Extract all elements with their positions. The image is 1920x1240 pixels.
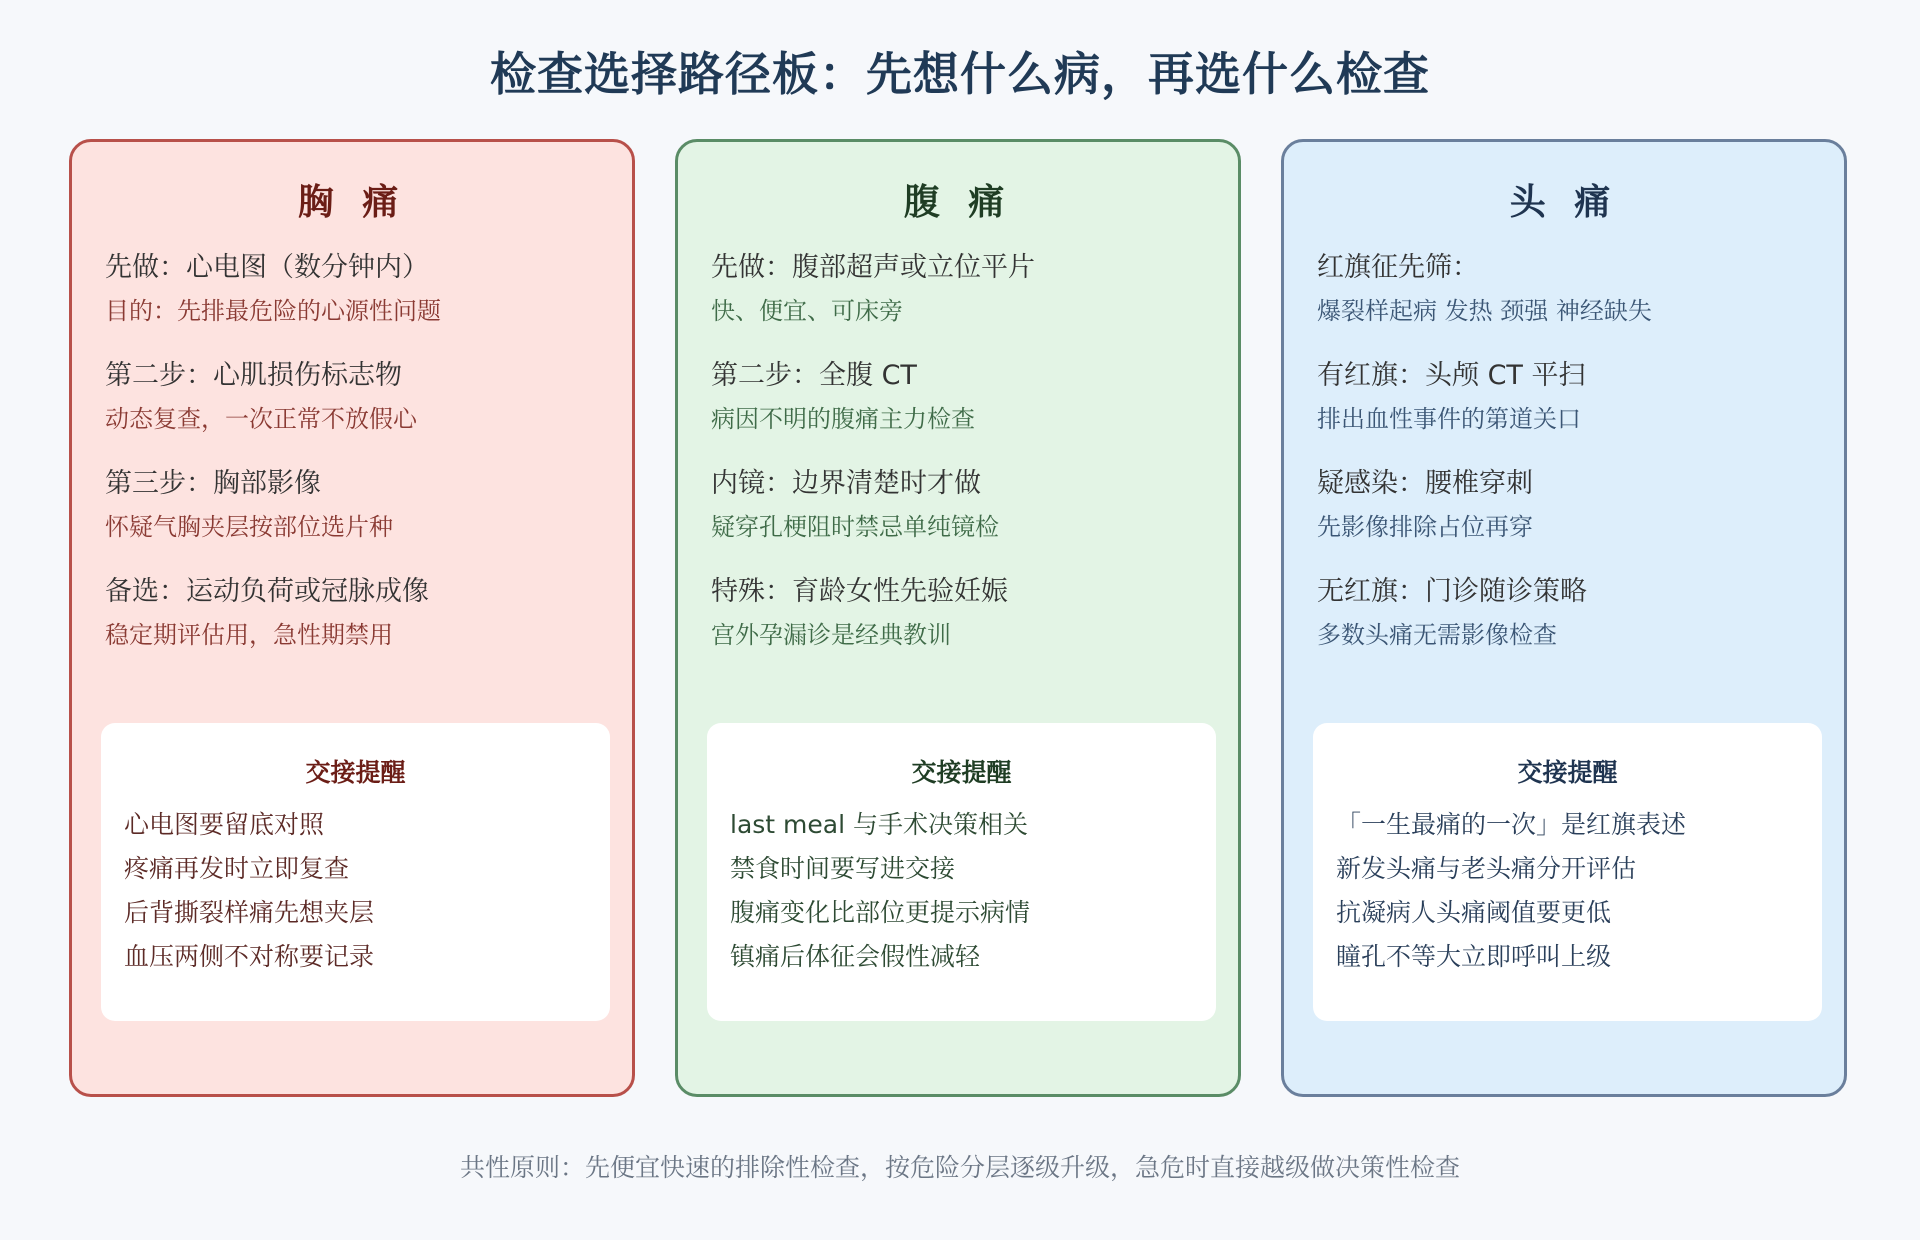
step-main-text: 先做：腹部超声或立位平片	[711, 252, 1035, 283]
step-item	[1317, 358, 1824, 466]
panel-title: 头 痛	[1509, 182, 1619, 223]
step-item	[711, 250, 1218, 358]
step-main-text: 第三步：胸部影像	[105, 468, 321, 499]
step-sub-text: 动态复查，一次正常不放假心	[105, 405, 417, 433]
handover-item: 新发头痛与老头痛分开评估	[1336, 854, 1637, 883]
step-sub-text: 疑穿孔梗阻时禁忌单纯镜检	[711, 513, 999, 541]
step-item	[711, 358, 1218, 466]
step-sub-text: 稳定期评估用，急性期禁用	[105, 621, 393, 649]
step-main-text: 无红旗：门诊随诊策略	[1317, 576, 1587, 607]
handover-title: 交接提醒	[1517, 758, 1618, 787]
step-item	[1317, 250, 1824, 358]
step-sub-text: 多数头痛无需影像检查	[1317, 621, 1557, 649]
step-sub-text: 怀疑气胸夹层按部位选片种	[105, 513, 393, 541]
footer-principle: 共性原则：先便宜快速的排除性检查，按危险分层逐级升级，急危时直接越级做决策性检查	[459, 1153, 1460, 1182]
panel-chest-pain	[69, 139, 635, 1097]
step-main-text: 有红旗：头颅 CT 平扫	[1317, 360, 1586, 391]
panel-headache	[1281, 139, 1847, 1097]
handover-item: 心电图要留底对照	[124, 810, 325, 839]
handover-item: 镇痛后体征会假性减轻	[730, 942, 981, 971]
step-sub-text: 爆裂样起病 发热 颈强 神经缺失	[1317, 297, 1652, 325]
step-list	[711, 250, 1218, 682]
handover-item: 瞳孔不等大立即呼叫上级	[1336, 942, 1612, 971]
handover-item: 「一生最痛的一次」是红旗表述	[1336, 810, 1687, 839]
step-item	[105, 250, 612, 358]
handover-list	[730, 803, 1206, 979]
step-item	[105, 574, 612, 682]
handover-item: last meal 与手术决策相关	[730, 810, 1028, 839]
step-item	[711, 466, 1218, 574]
step-sub-text: 目的：先排最危险的心源性问题	[105, 297, 441, 325]
step-item	[1317, 466, 1824, 574]
step-list	[1317, 250, 1824, 682]
handover-title: 交接提醒	[911, 758, 1012, 787]
handover-item: 禁食时间要写进交接	[730, 854, 956, 883]
handover-box	[707, 723, 1216, 1021]
step-sub-text: 排出血性事件的第道关口	[1317, 405, 1581, 433]
handover-item: 疼痛再发时立即复查	[124, 854, 350, 883]
handover-item: 血压两侧不对称要记录	[124, 942, 375, 971]
step-sub-text: 病因不明的腹痛主力检查	[711, 405, 975, 433]
step-sub-text: 宫外孕漏诊是经典教训	[711, 621, 951, 649]
step-main-text: 先做：心电图（数分钟内）	[105, 252, 429, 283]
page-title: 检查选择路径板：先想什么病，再选什么检查	[490, 47, 1430, 101]
panel-title: 腹 痛	[903, 182, 1013, 223]
handover-item: 腹痛变化比部位更提示病情	[730, 898, 1031, 927]
panel-abdominal-pain	[675, 139, 1241, 1097]
step-main-text: 内镜：边界清楚时才做	[711, 468, 981, 499]
step-item	[105, 358, 612, 466]
step-main-text: 备选：运动负荷或冠脉成像	[105, 576, 429, 607]
step-main-text: 红旗征先筛：	[1317, 252, 1479, 283]
handover-list	[1336, 803, 1812, 979]
step-item	[711, 574, 1218, 682]
step-sub-text: 快、便宜、可床旁	[711, 297, 903, 325]
step-item	[1317, 574, 1824, 682]
handover-item: 抗凝病人头痛阈值要更低	[1336, 898, 1612, 927]
handover-box	[101, 723, 610, 1021]
step-sub-text: 先影像排除占位再穿	[1317, 513, 1533, 541]
handover-box	[1313, 723, 1822, 1021]
step-list	[105, 250, 612, 682]
step-main-text: 第二步：心肌损伤标志物	[105, 360, 402, 391]
step-main-text: 疑感染：腰椎穿刺	[1317, 468, 1533, 499]
step-item	[105, 466, 612, 574]
panel-title: 胸 痛	[297, 182, 407, 223]
step-main-text: 第二步：全腹 CT	[711, 360, 917, 391]
handover-item: 后背撕裂样痛先想夹层	[124, 898, 375, 927]
step-main-text: 特殊：育龄女性先验妊娠	[711, 576, 1008, 607]
handover-list	[124, 803, 600, 979]
handover-title: 交接提醒	[305, 758, 406, 787]
